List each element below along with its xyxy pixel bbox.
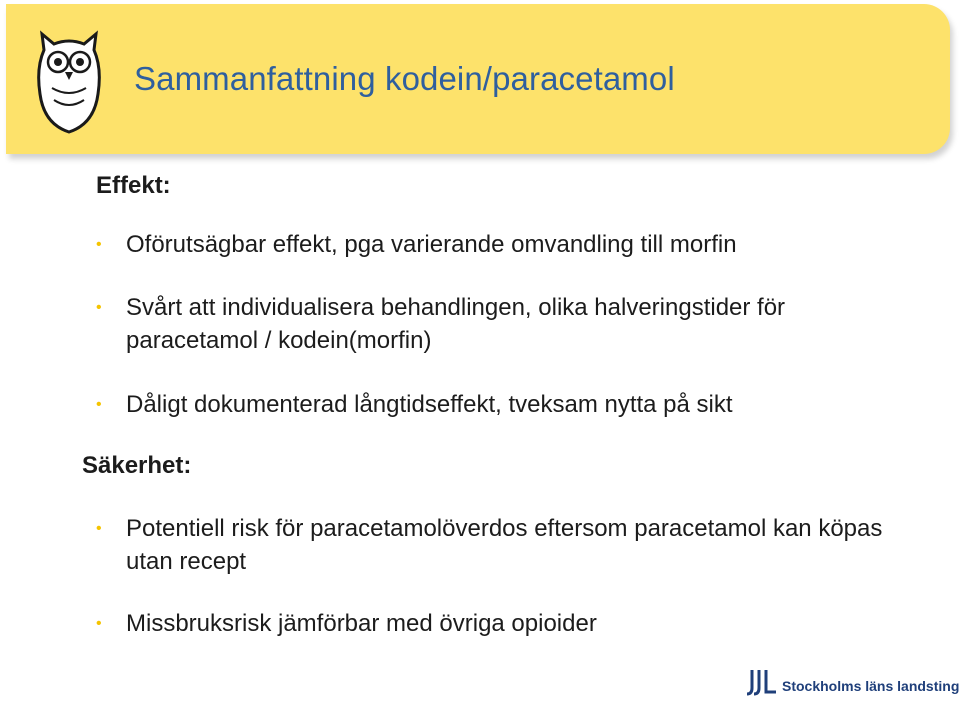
bullet-icon: • <box>96 520 102 537</box>
sll-logo <box>746 668 960 696</box>
bullet-icon: • <box>96 236 102 253</box>
bullet-icon: • <box>96 299 102 316</box>
safety-heading: Säkerhet: <box>82 452 192 479</box>
owl-icon <box>34 28 104 138</box>
safety-bullet-1: • Potentiell risk för paracetamolöverdos eftersom paracetamol kan köpas utan recept <box>96 512 886 578</box>
bullet-icon: • <box>96 615 102 632</box>
page-title: Sammanfattning kodein/paracetamol <box>134 60 675 97</box>
organization-name: Stockholms läns landsting <box>782 678 960 694</box>
effect-bullet-1: • Oförutsägbar effekt, pga varierande omvandling till morfin <box>96 228 936 261</box>
safety-bullet-2: • Missbruksrisk jämförbar med övriga opioider <box>96 607 936 640</box>
effect-bullet-3: • Dåligt dokumenterad långtidseffekt, tveksam nytta på sikt <box>96 388 936 421</box>
effect-heading: Effekt: <box>96 172 171 199</box>
bullet-icon: • <box>96 396 102 413</box>
sll-logo-icon <box>746 668 778 696</box>
effect-bullet-2: • Svårt att individualisera behandlingen, olika halveringstider för paracetamol / kodein(morfin) <box>96 291 916 357</box>
title-banner <box>6 4 950 154</box>
